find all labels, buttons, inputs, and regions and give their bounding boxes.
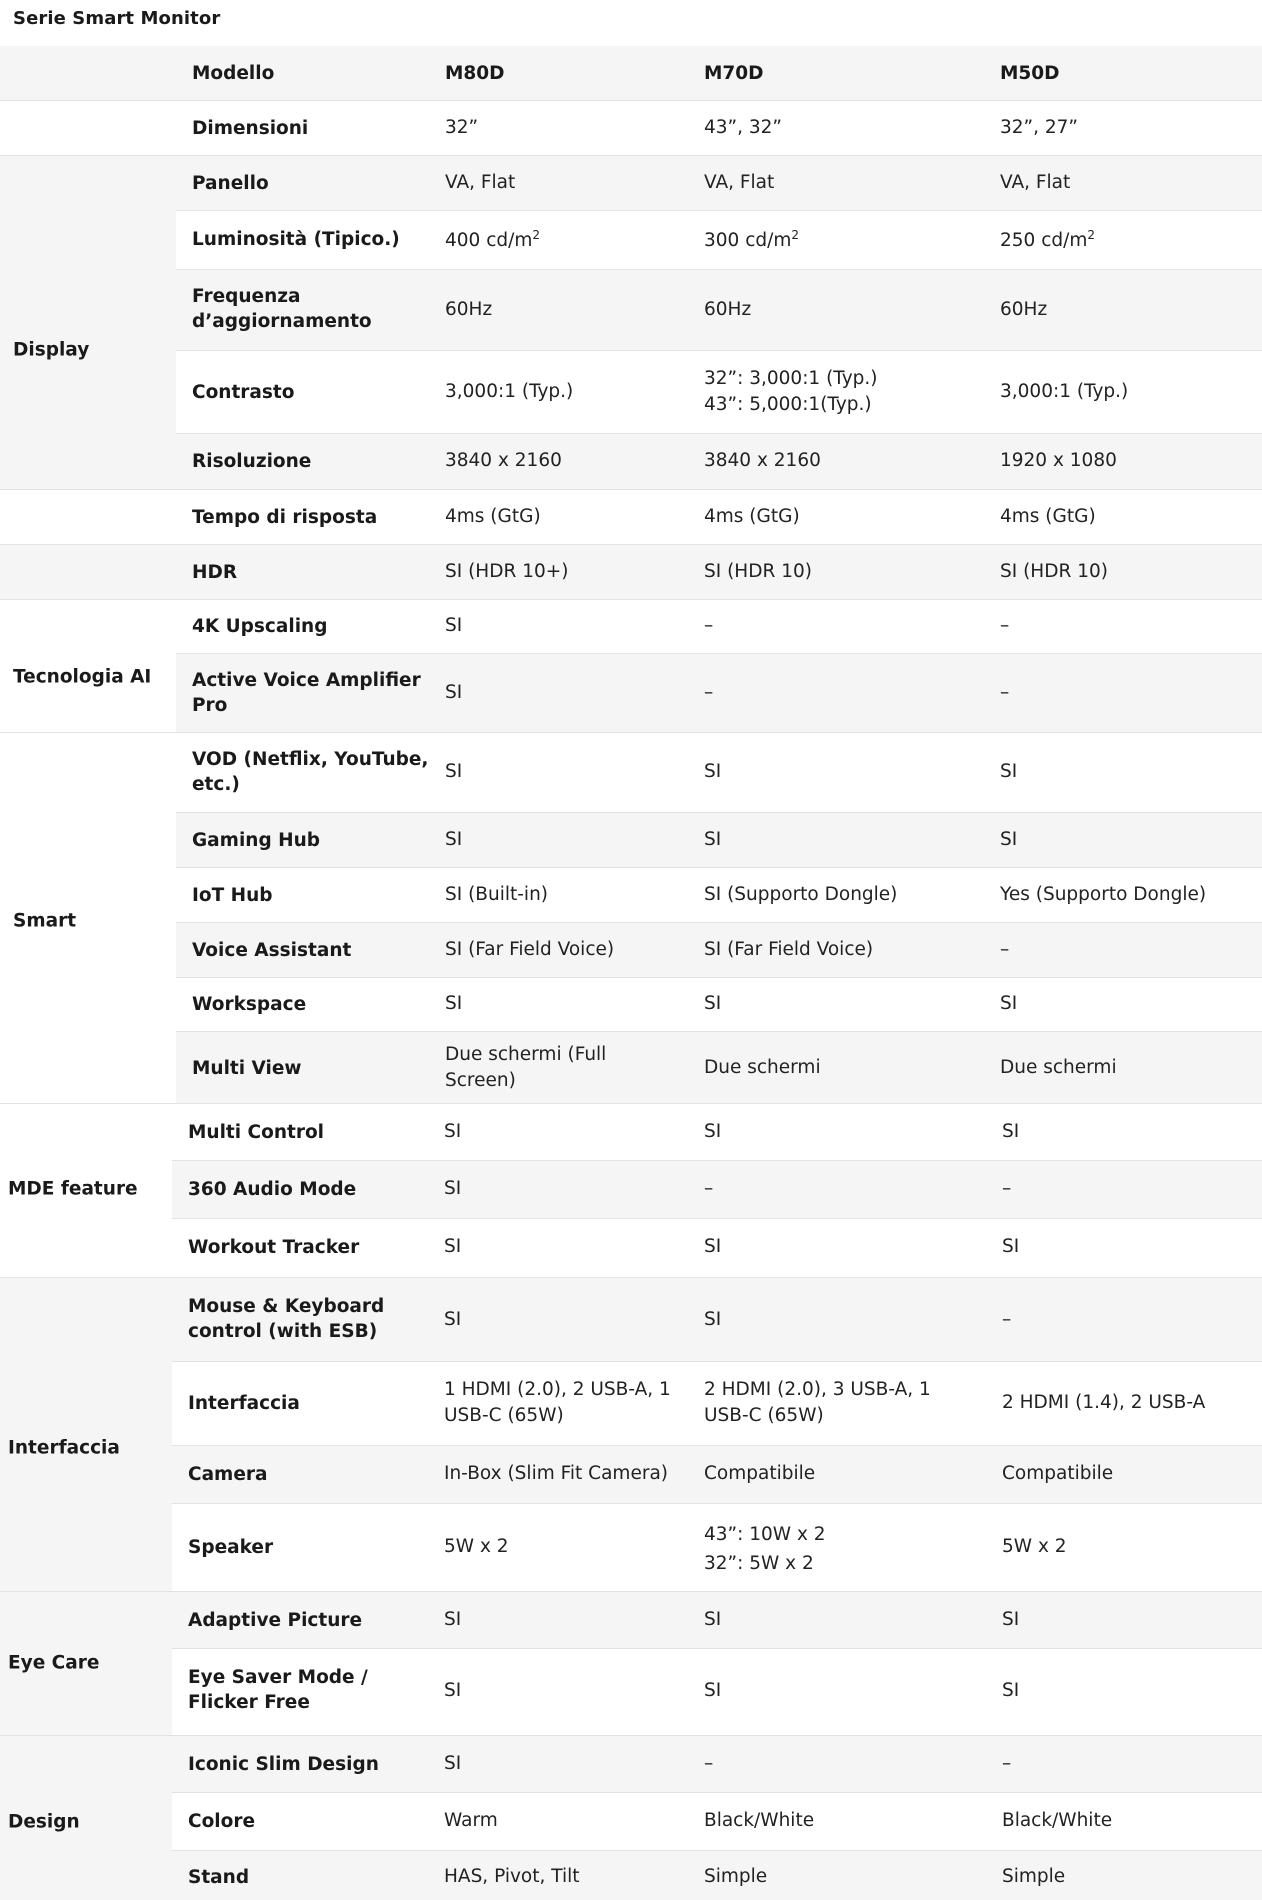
group-eyecare [0, 1592, 172, 1736]
table-row-eyesaver [172, 1649, 1262, 1736]
value-m80d: SI [444, 1121, 462, 1142]
value-m70d: – [704, 1753, 714, 1774]
value-m50d: – [1000, 615, 1010, 636]
table-row-vod [176, 733, 1262, 813]
value-m80d: 400 $cd/m^2$ [445, 228, 541, 251]
feature-label: Camera [188, 1464, 268, 1485]
table-row-frequenza [176, 270, 1262, 351]
value-m80d: Due schermi (Full Screen) [445, 1044, 607, 1091]
value-m50d: 32”, 27” [1000, 117, 1079, 138]
feature-label: Iconic Slim Design [188, 1754, 379, 1775]
value-m50d: – [1000, 682, 1010, 703]
feature-label: Interfaccia [188, 1393, 300, 1414]
table-row-tempo [0, 490, 1262, 545]
value-m80d: In-Box (Slim Fit Camera) [444, 1463, 668, 1484]
value-m80d: Warm [444, 1810, 498, 1831]
value-m70d: 2 HDMI (2.0), 3 USB-A, 1 USB-C (65W) [704, 1379, 931, 1426]
feature-label: Luminosità (Tipico.) [192, 229, 400, 250]
table-row-upscaling [176, 600, 1262, 654]
value-m70d: SI [704, 1680, 722, 1701]
group-label-ai: Tecnologia AI [13, 666, 152, 688]
value-m50d: 250 $cd/m^2$ [1000, 228, 1096, 251]
value-m50d: 2 HDMI (1.4), 2 USB-A [1002, 1392, 1206, 1413]
table-row-adaptive [172, 1592, 1262, 1649]
value-m50d: VA, Flat [1000, 172, 1071, 193]
value-m50d: 3,000:1 (Typ.) [1000, 381, 1129, 402]
value-m50d: SI [1002, 1236, 1020, 1257]
value-m80d: SI (Far Field Voice) [445, 939, 615, 960]
table-row-contrasto [176, 351, 1262, 434]
value-m80d: SI [445, 829, 463, 850]
column-header-m70d: M70D [704, 63, 764, 84]
value-m70d: 4ms (GtG) [704, 506, 800, 527]
table-row-audio360 [172, 1161, 1262, 1219]
feature-label: HDR [192, 562, 238, 583]
value-m50d: SI [1000, 993, 1018, 1014]
feature-label: Speaker [188, 1537, 274, 1558]
value-m70d: VA, Flat [704, 172, 775, 193]
value-m70d: Black/White [704, 1810, 815, 1831]
value-m70d: Compatibile [704, 1463, 816, 1484]
feature-label: VOD (Netflix, YouTube, etc.) [192, 749, 429, 795]
value-m50d: Compatibile [1002, 1463, 1114, 1484]
value-m80d: 3,000:1 (Typ.) [445, 381, 574, 402]
table-row-multicontrol [172, 1104, 1262, 1161]
value-m50d: Due schermi [1000, 1057, 1117, 1078]
value-m70d: SI [704, 829, 722, 850]
column-header-m80d: M80D [445, 63, 505, 84]
value-m80d: SI [444, 1609, 462, 1630]
value-m50d: – [1002, 1178, 1012, 1199]
feature-label: Voice Assistant [192, 940, 352, 961]
feature-label: Frequenza d’aggiornamento [192, 286, 372, 332]
value-m70d: 3840 x 2160 [704, 450, 821, 471]
table-row-colore [172, 1793, 1262, 1851]
feature-label: Multi Control [188, 1122, 325, 1143]
value-m70d: – [704, 1178, 714, 1199]
value-m80d: 1 HDMI (2.0), 2 USB-A, 1 USB-C (65W) [444, 1379, 671, 1426]
table-row-voice [176, 923, 1262, 978]
group-label-smart: Smart [13, 910, 77, 932]
value-m80d: SI [445, 993, 463, 1014]
value-m70d: SI [704, 1236, 722, 1257]
header-row [0, 46, 1262, 101]
value-m70d: 43”: 10W x 2 32”: 5W x 2 [704, 1524, 826, 1574]
column-header-m50d: M50D [1000, 63, 1060, 84]
value-m70d: – [704, 682, 714, 703]
value-m70d: – [704, 615, 714, 636]
table-row-dimensioni [0, 101, 1262, 156]
feature-label: Mouse & Keyboard control (with ESB) [188, 1296, 385, 1342]
table-row-workout [172, 1219, 1262, 1278]
feature-label: Stand [188, 1867, 250, 1888]
value-m70d: 43”, 32” [704, 117, 783, 138]
value-m80d: SI (Built-in) [445, 884, 549, 905]
table-row-stand [172, 1851, 1262, 1900]
group-smart [0, 733, 176, 1104]
group-label-interface: Interfaccia [8, 1437, 120, 1459]
value-m70d: 32”: 3,000:1 (Typ.) 43”: 5,000:1(Typ.) [704, 368, 878, 415]
value-m50d: SI [1002, 1680, 1020, 1701]
value-m70d: SI (Supporto Dongle) [704, 884, 898, 905]
feature-label: Adaptive Picture [188, 1610, 363, 1631]
value-m80d: SI [444, 1680, 462, 1701]
value-m70d: Due schermi [704, 1057, 821, 1078]
table-row-multiview [176, 1032, 1262, 1104]
value-m80d: 4ms (GtG) [445, 506, 541, 527]
value-m50d: SI [1000, 761, 1018, 782]
value-m80d: SI [444, 1309, 462, 1330]
feature-label: Workspace [192, 994, 307, 1015]
value-m80d: 32” [445, 117, 479, 138]
value-m50d: SI [1002, 1609, 1020, 1630]
group-label-design: Design [8, 1811, 80, 1833]
value-m50d: Simple [1002, 1866, 1066, 1887]
value-m80d: 5W x 2 [444, 1536, 509, 1557]
feature-label: Workout Tracker [188, 1237, 360, 1258]
value-m50d: Black/White [1002, 1810, 1113, 1831]
group-interface [0, 1278, 172, 1592]
value-m50d: – [1002, 1753, 1012, 1774]
table-row-camera [172, 1446, 1262, 1504]
table-row-panello [176, 156, 1262, 211]
value-m80d: SI [445, 682, 463, 703]
value-m50d: – [1002, 1309, 1012, 1330]
table-row-slim [172, 1736, 1262, 1793]
feature-label: Tempo di risposta [192, 507, 378, 528]
table-row-risoluzione [0, 434, 1262, 490]
value-m50d: 1920 x 1080 [1000, 450, 1117, 471]
value-m80d: SI (HDR 10+) [445, 561, 569, 582]
group-label-eyecare: Eye Care [8, 1652, 100, 1674]
feature-label: Dimensioni [192, 118, 309, 139]
table-row-workspace [176, 978, 1262, 1032]
feature-label: Multi View [192, 1058, 302, 1079]
feature-label: Risoluzione [192, 451, 312, 472]
group-label-mde: MDE feature [8, 1178, 138, 1200]
column-header-modello: Modello [192, 63, 275, 84]
group-label-display: Display [13, 339, 90, 361]
table-row-hdr [0, 545, 1262, 600]
feature-label: Contrasto [192, 382, 295, 403]
value-m70d: 60Hz [704, 299, 752, 320]
value-m70d: SI [704, 761, 722, 782]
value-m70d: 300 $cd/m^2$ [704, 228, 800, 251]
value-m50d: 5W x 2 [1002, 1536, 1067, 1557]
group-ai [0, 600, 176, 733]
value-m80d: HAS, Pivot, Tilt [444, 1866, 580, 1887]
value-m50d: 4ms (GtG) [1000, 506, 1096, 527]
value-m70d: SI [704, 1609, 722, 1630]
value-m70d: SI [704, 1121, 722, 1142]
table-row-speaker [172, 1504, 1262, 1592]
table-row-luminosita [176, 211, 1262, 270]
value-m50d: SI (HDR 10) [1000, 561, 1108, 582]
feature-label: Colore [188, 1811, 256, 1832]
value-m70d: SI [704, 1309, 722, 1330]
value-m50d: Yes (Supporto Dongle) [1000, 884, 1207, 905]
value-m80d: 3840 x 2160 [445, 450, 562, 471]
value-m80d: SI [444, 1236, 462, 1257]
table-row-mouse [172, 1278, 1262, 1362]
group-design [0, 1736, 172, 1900]
table-row-interfaccia [172, 1362, 1262, 1446]
value-m80d: VA, Flat [445, 172, 516, 193]
value-m70d: SI (Far Field Voice) [704, 939, 874, 960]
feature-label: Eye Saver Mode / Flicker Free [188, 1667, 368, 1713]
table-row-ava [176, 654, 1262, 733]
page-title: Serie Smart Monitor [13, 8, 221, 29]
feature-label: 360 Audio Mode [188, 1179, 357, 1200]
value-m50d: – [1000, 939, 1010, 960]
feature-label: Panello [192, 173, 269, 194]
feature-label: Active Voice Amplifier Pro [192, 670, 421, 716]
table-row-gaming [176, 813, 1262, 868]
feature-label: Gaming Hub [192, 830, 321, 851]
value-m50d: SI [1002, 1121, 1020, 1142]
table-row-iot [176, 868, 1262, 923]
value-m50d: 60Hz [1000, 299, 1048, 320]
value-m70d: Simple [704, 1866, 768, 1887]
feature-label: 4K Upscaling [192, 616, 328, 637]
value-m50d: SI [1000, 829, 1018, 850]
group-mde [0, 1104, 172, 1278]
value-m80d: SI [445, 615, 463, 636]
value-m80d: SI [444, 1178, 462, 1199]
value-m80d: SI [444, 1753, 462, 1774]
value-m80d: SI [445, 761, 463, 782]
feature-label: IoT Hub [192, 885, 273, 906]
value-m70d: SI [704, 993, 722, 1014]
value-m80d: 60Hz [445, 299, 493, 320]
value-m70d: SI (HDR 10) [704, 561, 812, 582]
